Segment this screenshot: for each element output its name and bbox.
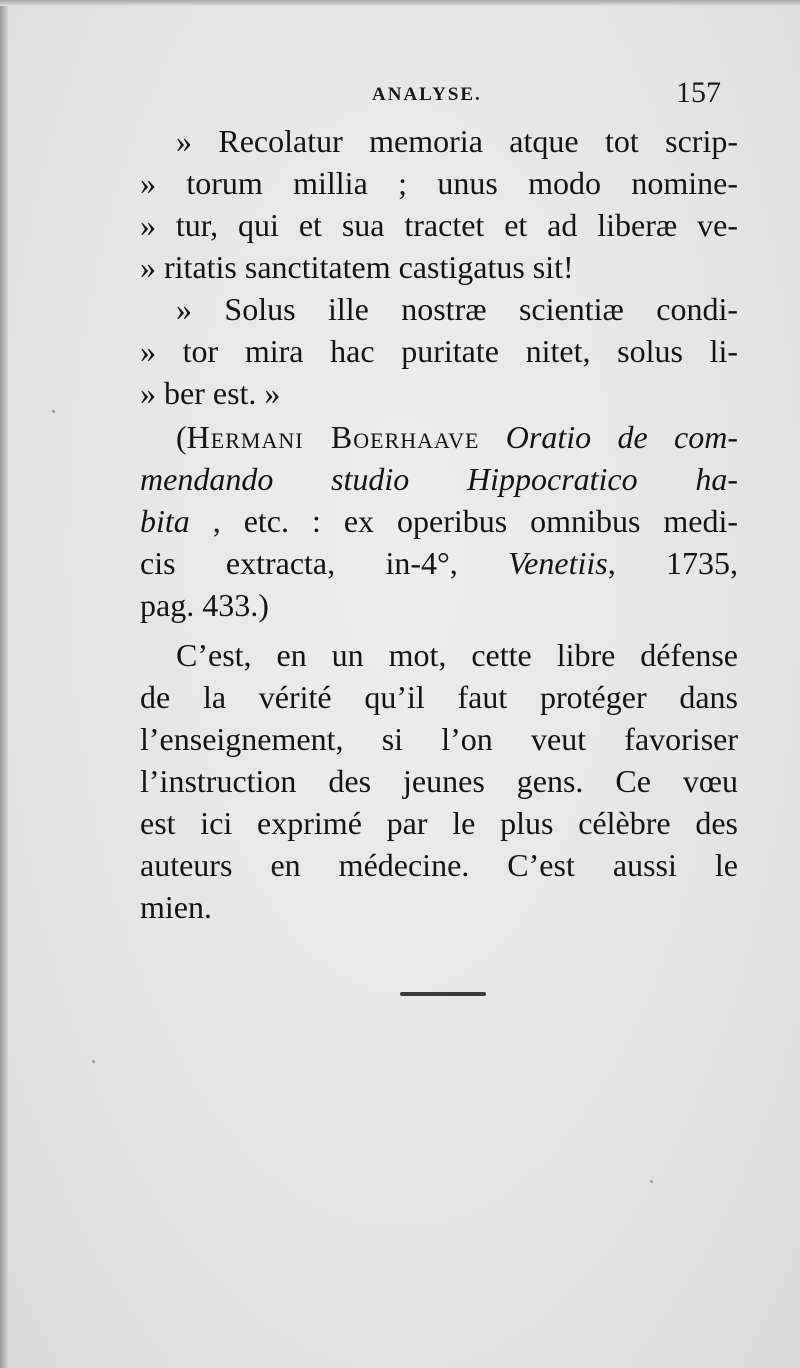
paper-speck: [92, 1060, 95, 1063]
quote-line: » ritatis sanctitatem castigatus sit!: [140, 249, 574, 285]
paper-speck: [52, 410, 55, 413]
paragraph-line: mien.: [140, 889, 212, 925]
citation-place: Venetiis: [508, 545, 608, 581]
citation-line: pag. 433.): [140, 587, 269, 623]
paragraph-line: C’est, en un mot, cette libre défense: [176, 637, 738, 673]
quote-line: » Solus ille nostræ scientiæ condi-: [176, 291, 738, 327]
citation-italic-word: bita: [140, 503, 190, 539]
quote-line: » tur, qui et sua tractet et ad liberæ ve-: [140, 207, 738, 243]
quote-line: » Recolatur memoria atque tot scrip-: [176, 123, 738, 159]
page-top-shadow: [0, 0, 800, 6]
paper-speck: [650, 1180, 653, 1183]
section-divider: [400, 992, 486, 996]
citation-title: Oratio de com-: [505, 419, 738, 455]
citation-line: [140, 542, 738, 584]
running-header: ANALYSE.: [372, 84, 482, 105]
citation-text: , etc. : ex operibus omnibus medi-: [212, 503, 739, 539]
citation-text: , 1735,: [607, 545, 739, 581]
quote-line: » torum millia ; unus modo nomine-: [140, 165, 738, 201]
paragraph-line: de la vérité qu’il faut protéger dans: [140, 679, 738, 715]
citation-open-paren: (: [176, 419, 187, 455]
paragraph-line: l’enseignement, si l’on veut favoriser: [140, 721, 738, 757]
citation-line: [176, 416, 738, 458]
citation-text: cis extracta, in-4°,: [140, 545, 458, 581]
page-number: 157: [676, 76, 721, 109]
quote-line: » tor mira hac puritate nitet, solus li-: [140, 333, 738, 369]
paragraph-line: auteurs en médecine. C’est aussi le: [140, 847, 738, 883]
page-edge-shadow: [0, 0, 8, 1368]
citation-line: [140, 500, 738, 542]
quote-line: » ber est. »: [140, 375, 281, 411]
citation-author: Hermani Boerhaave: [186, 419, 480, 455]
citation-line: mendando studio Hippocratico ha-: [140, 461, 738, 497]
paragraph-line: est ici exprimé par le plus célèbre des: [140, 805, 738, 841]
paragraph-line: l’instruction des jeunes gens. Ce vœu: [140, 763, 738, 799]
